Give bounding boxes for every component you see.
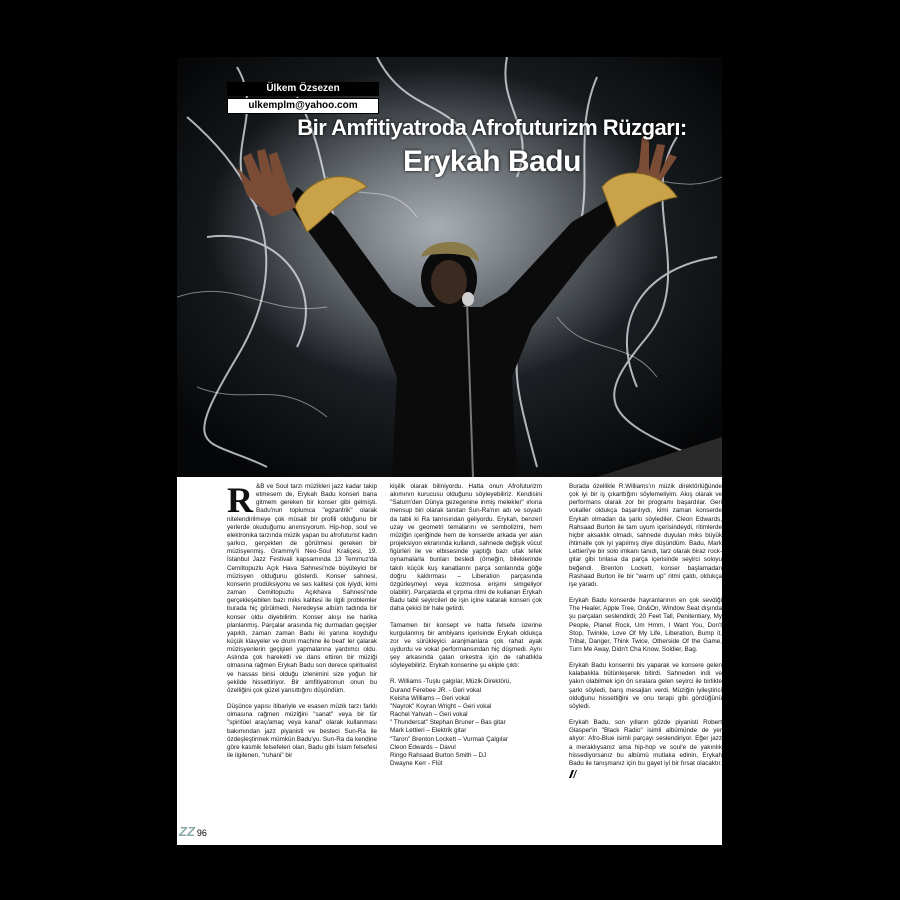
magazine-page: [177, 57, 722, 845]
credit-line: R. Williams -Tuşlu çalgılar, Müzik Direktörü,: [390, 678, 512, 686]
credit-line: Ringo Rahsaad Burton Smith – DJ: [390, 751, 487, 759]
credit-line: Rachel Yahvah – Geri vokal: [390, 711, 468, 719]
text-column-2: [390, 483, 542, 776]
text-column-1: [227, 480, 377, 768]
paragraph: Düşünce yapısı itibariyle ve esasen müzik tarzı farklı olmasına rağmen müziğini "sanat" veya bir tür "spiritüel araç/amaç veya kanal" olarak kullanması bakımından jazz piyanisti ve besteci Sun-Ra ile özdeşleştirmek mümkün Badu'yu. Sun-Ra da kendine göre kasmik felsefeleri olan, Badu gibi İslam felsefesi ile ilgilenen, "ruhani" bir: [227, 703, 377, 759]
concert-photo: [177, 57, 722, 477]
end-mark-icon: [569, 768, 577, 778]
credit-line: "Nayrok" Koyran Wright – Geri vokal: [390, 702, 492, 710]
page-number: 96: [196, 828, 207, 838]
magazine-logo: ZZ: [179, 824, 195, 839]
paragraph: Erykah Badu konserde hayranlarının en çok sevdiği The Healer, Apple Tree, On&On, Window Seat dışında şu parçaları seslendirdi; 20 Feet Tall, Penitentiary, My People, Planet Rock, Um Hmm, I Want You, Don't Stop, Twinkle, Love Of My Life, Liberation, Bump it, Tribal, Danger, Think Twice, Otherside Of the Game, Turn Me Away, Didn't Cha Know, Soldier, Bag.: [569, 597, 722, 653]
credit-line: " Thundercat" Stephan Bruner – Bas gitar: [390, 719, 506, 727]
credit-line: Keisha Williams – Geri vokal: [390, 694, 470, 702]
paragraph: Burada özellikle R.Williams'ın müzik direktörlüğünde çok iyi bir iş çıkarttığını söylemeliyim. Akış olarak ve performans olarak zor bir programı başardılar. Geri vokaller oldukça başarılıydı, kimi zaman konserde Erykah olmadan da şarkı söylediler. Cleon Edwards, Rahsaad Burton ile tam uyum içerisindeydi, ritimlerde hiçbir aksaklık olmadı, sahnede duyulan miks büyük ihtimalle çok iyi yapılmış diye düşündüm. Badu, Mark Lettieri'ye bir solo imkanı tanıdı, tarz olarak biraz rock-gitar gibi tınlasa da parça içerisinde seyirci soloyu beğendi. Brenton Lockett, konser başlamadan Rashaad Burton ile bir "warm up" ritmi çaldı, oldukça işe yaradı.: [569, 483, 722, 588]
paragraph-text: Erykah Badu, son yılların gözde piyanisti Robert Glasper'in "Black Radio" isimli albümünde de yer alıyor: Afro-Blue isimli parçayı seslendiriyor. Eğer jazz a meraklıysanız ama hip-hop ve soul'e de yakınlık hissediyorsanız bu albümü mutlaka edinin, Erykah Badu ile tanışmanız için bu gayet iyi bir fırsat olacaktır.: [569, 719, 722, 767]
paragraph: kişilik olarak biliniyordu. Hatta onun Afrofuturizm akımının kurucusu olduğunu söyleyebiliriz. Kendisini "Saturn'den Dünya gezegenine inmiş melekler" ırkına mensup biri olarak tanıtan Sun-Ra'nın adı ve soyadı da tabii ki Ra tanrısından geliyordu. Erykah, benzeri uzay ve geometri temalarını ve sembolizmi, hem müziğin içeriğinde hem de konserde arkada yer alan projeksiyon ekranında kullandı, sahnede değişik vücut figürleri ile ve elbisesinde yaptığı bazı ufak tefek oynamalarla bunları besledi (örneğin, bileklerinde takılı küçük kuş kanatlarını parça sonlarında göğe doğru kaldırması – Liberation parçasında özgürleşmeyi veya kozmosa erişimi simgeliyor olabilir). Parçalarda el çırpma ritmi de kullanan Erykah Badu tabii seyircileri de işin içine katarak konseri çok daha çekici bir hale getirdi.: [390, 483, 542, 613]
author-name: Ülkem Özsezen: [227, 82, 379, 96]
credit-line: Mark Lettieri – Elektrik gitar: [390, 727, 467, 735]
text-column-3: [569, 483, 722, 786]
folio: [179, 824, 207, 839]
paragraph: [569, 719, 722, 778]
paragraph: Tamamen bir konsept ve hatta felsefe üzerine kurgulanmış bir ambiyans içerisinde Erykah oldukça zor ve sürükleyici aranjmanlara çok rahat ayak uydurdu ve vokal performansından hiç düşmedi. Aynı şey arkasında çalan orkestra için de rahatlıkla söyleyebiliriz. Erykah konserine şu ekiple çıktı:: [390, 621, 542, 670]
author-box: [227, 82, 379, 114]
paragraph: Erykah Badu konserini bis yaparak ve konsere gelen kalabalıkla bütünleşerek bitirdi. Sahneden indi ve yakın olabilmek için ön sıralara gelen seyirci ile birlikte şarkı söyledi, barış mesajları verdi. Müziğin iyileştirici olduğunu hissettiğini ve onu terapi gibi gördüğünü söyledi.: [569, 662, 722, 710]
credit-line: Dwayne Kerr - Flüt: [390, 760, 443, 767]
paragraph-text: &B ve Soul tarzı müzikleri jazz kadar takip etmesem de, Erykah Badu konseri bana gitmem gereken bir konser gibi gelmişti. Badu'nun toplumca "egzantrik" olarak nitelendirilmeye çok müsait bir profili olduğunu bir yerlerde okuduğumu anımsıyorum. Hip-hop, soul ve elektronika tarzında müzik yapan bu afrofuturist kadın şarkıcı, gerçekten de görülmesi gereken bir müzisyenmiş. Grammy'li Neo-Soul Kraliçesi, 19. İstanbul Jazz Festivali kapsamında 13 Temmuz'da Cemiltopuzlu Açık Hava Sahnesi'nde büyüleyici bir müzisyen olduğunu gösterdi. Konser sahnesi, konserin prodüksiyonu ve ses kalitesi çok iyiydi, kimi zaman Cemiltopuzlu Açıkhava Sahnesi'nde gerçekleşebilen bazı miks kalitesi ile ilgili problemler burada hiç görülmedi. Neredeyse albüm tadında bir konser oldu diyebilirim. Konser akışı ise harika planlanmış. Parçalar arasında hiç durmadan geçişler yapıldı, zaman zaman Badu iki yanına koyduğu küçük klavyeler ve drum machine ile beat' ler çalarak müzisyenlerin geçişleri yapmalarına yardımcı oldu. Aslında çok hareketli ve dans ettiren bir müziği olmasına rağmen Erykah Badu son derece spiritualist ve hassas birisi olduğu izlenimini size yoğun bir şekilde hissettiriyor. Bir amfitiyatronun onun bu özelliğini çok güzel yansıttığını düşündüm.: [227, 483, 377, 694]
credit-line: Durand Ferebee JR. - Geri vokal: [390, 686, 481, 694]
drop-cap: R: [227, 480, 253, 520]
article-subtitle: Erykah Badu: [403, 145, 581, 178]
band-credits: [390, 678, 542, 768]
author-email: ulkemplm@yahoo.com: [227, 98, 379, 114]
credit-line: Cleon Edwards – Davul: [390, 743, 456, 751]
article-title: Bir Amfitiyatroda Afrofuturizm Rüzgarı:: [297, 115, 687, 140]
credit-line: "Taron" Brenton Lockett – Vurmalı Çalgılar: [390, 735, 508, 743]
paragraph: [227, 480, 377, 695]
